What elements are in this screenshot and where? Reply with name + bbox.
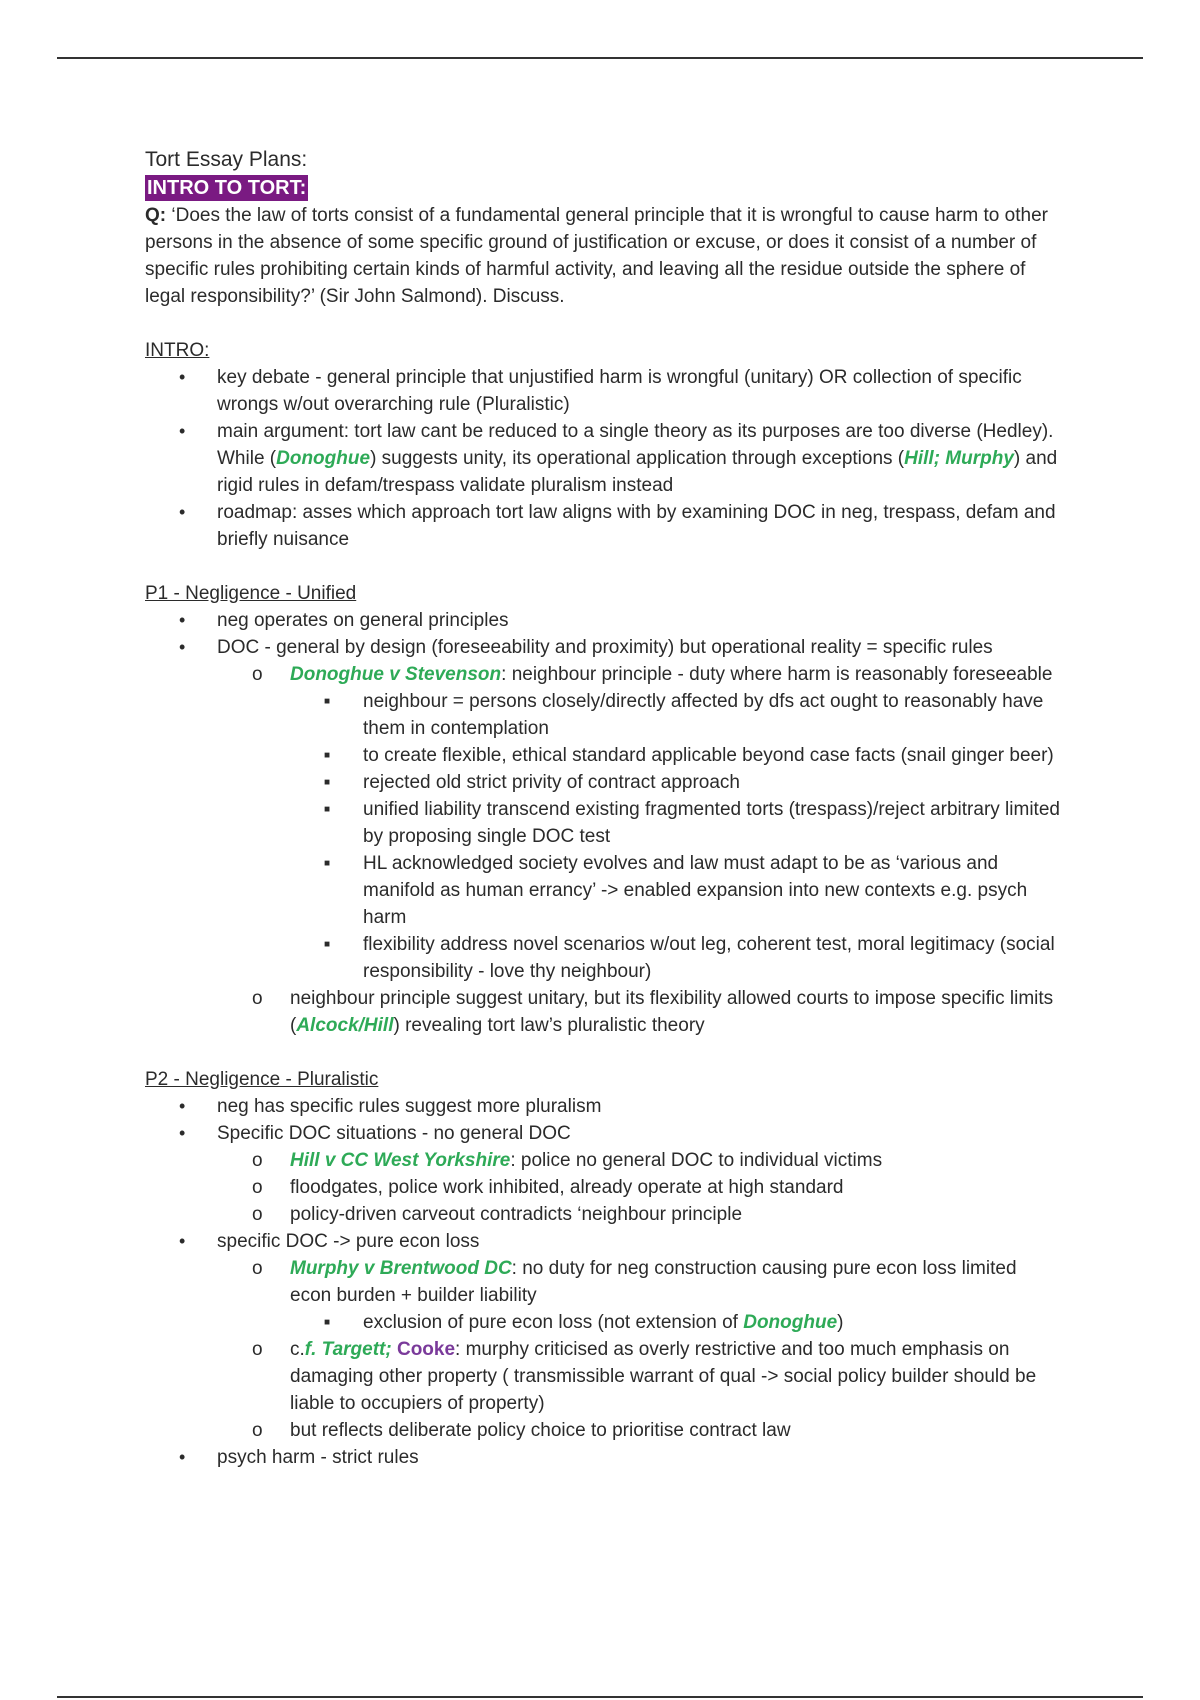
list-item: • specific DOC -> pure econ loss o Murphy v Brentwood DC: no duty for neg construction causing pure econ loss limited econ burden + builder liability ■ exclusion of pure econ loss (not extension of Donoghue) o c.f. Targett; Cooke: murphy criticised as overly restrictive and too much emphasis on damaging other property ( transmissible warrant of qual -> social policy builder should be liable to occupiers of property) o but reflects deliberate policy choice to prioritise contract law	[145, 1228, 1060, 1444]
bullet-icon: •	[179, 1447, 186, 1467]
p2-heading: P2 - Negligence - Pluralistic	[145, 1069, 379, 1090]
p2-sublist-b	[217, 1255, 1060, 1444]
list-item: ■ HL acknowledged society evolves and law must adapt to be as ‘various and manifold as human errancy’ -> enabled expansion into new contexts e.g. psych harm	[290, 850, 1060, 931]
case-citation: Murphy v Brentwood DC	[290, 1258, 512, 1279]
list-item: o Donoghue v Stevenson: neighbour principle - duty where harm is reasonably foreseeable ■ neighbour = persons closely/directly affected by dfs act ought to reasonably have them in contemplation ■ to create flexible, ethical standard applicable beyond case facts (snail ginger beer) ■ rejected old strict privity of contract approach ■ unified liability transcend existing fragmented torts (trespass)/reject arbitrary limited by proposing single DOC test ■ HL acknowledged society evolves and law must adapt to be as ‘various and manifold as human errancy’ -> enabled expansion into new contexts e.g. psych harm ■ flexibility address novel scenarios w/out leg, coherent test, moral legitimacy (social responsibility - love thy neighbour)	[217, 661, 1060, 985]
circle-bullet-icon: o	[252, 1339, 263, 1360]
list-item: ■ rejected old strict privity of contract approach	[290, 769, 1060, 796]
list-item: ■ to create flexible, ethical standard applicable beyond case facts (snail ginger beer)	[290, 742, 1060, 769]
square-bullet-icon: ■	[324, 939, 331, 950]
list-item: • DOC - general by design (foreseeability and proximity) but operational reality = specific rules o Donoghue v Stevenson: neighbour principle - duty where harm is reasonably foreseeable ■ neighbour = persons closely/directly affected by dfs act ought to reasonably have them in contemplation ■ to create flexible, ethical standard applicable beyond case facts (snail ginger beer) ■ rejected old strict privity of contract approach ■ unified liability transcend existing fragmented torts (trespass)/reject arbitrary limited by proposing single DOC test ■ HL acknowledged society evolves and law must adapt to be as ‘various and manifold as human errancy’ -> enabled expansion into new contexts e.g. psych harm ■ flexibility address novel scenarios w/out leg, coherent test, moral legitimacy (social responsibility - love thy neighbour) o neighbour principle suggest unitary, but its flexibility allowed courts to impose specific limits (Alcock/Hill) revealing tort law’s pluralistic theory	[145, 634, 1060, 1039]
intro-heading: INTRO:	[145, 340, 210, 361]
bullet-icon: •	[179, 502, 186, 522]
p1-subsublist	[290, 688, 1060, 985]
bullet-icon: •	[179, 1096, 186, 1116]
section-highlight: INTRO TO TORT:	[147, 177, 307, 199]
list-item: • neg has specific rules suggest more pluralism	[145, 1093, 1060, 1120]
list-item: • neg operates on general principles	[145, 607, 1060, 634]
list-item: o Hill v CC West Yorkshire: police no general DOC to individual victims	[217, 1147, 1060, 1174]
list-item: • roadmap: asses which approach tort law aligns with by examining DOC in neg, trespass, defam and briefly nuisance	[145, 499, 1060, 553]
list-item: o floodgates, police work inhibited, already operate at high standard	[217, 1174, 1060, 1201]
bullet-icon: •	[179, 421, 186, 441]
circle-bullet-icon: o	[252, 1420, 263, 1441]
square-bullet-icon: ■	[324, 858, 331, 869]
case-citation: f. Targett;	[304, 1339, 392, 1360]
p2-sublist-a	[217, 1147, 1060, 1228]
list-item: o policy-driven carveout contradicts ‘neighbour principle	[217, 1201, 1060, 1228]
p2-subsublist	[290, 1309, 1060, 1336]
p1-sublist	[217, 661, 1060, 1039]
list-item: • psych harm - strict rules	[145, 1444, 1060, 1471]
circle-bullet-icon: o	[252, 1150, 263, 1171]
p1-list	[145, 607, 1060, 1039]
circle-bullet-icon: o	[252, 988, 263, 1009]
p2-list	[145, 1093, 1060, 1471]
header-rule	[57, 57, 1143, 59]
document-body	[145, 146, 1060, 1471]
p1-heading: P1 - Negligence - Unified	[145, 583, 357, 604]
square-bullet-icon: ■	[324, 696, 331, 707]
list-item: ■ exclusion of pure econ loss (not extension of Donoghue)	[290, 1309, 1060, 1336]
square-bullet-icon: ■	[324, 777, 331, 788]
square-bullet-icon: ■	[324, 804, 331, 815]
list-item: ■ flexibility address novel scenarios w/out leg, coherent test, moral legitimacy (social responsibility - love thy neighbour)	[290, 931, 1060, 985]
bullet-icon: •	[179, 637, 186, 657]
case-citation: Donoghue	[743, 1312, 838, 1333]
intro-list	[145, 364, 1060, 553]
list-item: • Specific DOC situations - no general DOC o Hill v CC West Yorkshire: police no general DOC to individual victims o floodgates, police work inhibited, already operate at high standard o policy-driven carveout contradicts ‘neighbour principle	[145, 1120, 1060, 1228]
essay-question	[145, 202, 1060, 310]
list-item: o neighbour principle suggest unitary, but its flexibility allowed courts to impose specific limits (Alcock/Hill) revealing tort law’s pluralistic theory	[217, 985, 1060, 1039]
list-item: o but reflects deliberate policy choice to prioritise contract law	[217, 1417, 1060, 1444]
case-citation: Hill; Murphy	[904, 448, 1014, 469]
circle-bullet-icon: o	[252, 664, 263, 685]
square-bullet-icon: ■	[324, 750, 331, 761]
circle-bullet-icon: o	[252, 1177, 263, 1198]
case-citation: Hill v CC West Yorkshire	[290, 1150, 511, 1171]
circle-bullet-icon: o	[252, 1204, 263, 1225]
list-item: ■ neighbour = persons closely/directly affected by dfs act ought to reasonably have them in contemplation	[290, 688, 1060, 742]
page-title: Tort Essay Plans:	[145, 148, 308, 171]
bullet-icon: •	[179, 610, 186, 630]
list-item: • main argument: tort law cant be reduced to a single theory as its purposes are too diverse (Hedley). While (Donoghue) suggests unity, its operational application through exceptions (Hill; Murphy) and rigid rules in defam/trespass validate pluralism instead	[145, 418, 1060, 499]
list-item: ■ unified liability transcend existing fragmented torts (trespass)/reject arbitrary limited by proposing single DOC test	[290, 796, 1060, 850]
footer-rule	[57, 1696, 1143, 1698]
question-label: Q:	[145, 205, 167, 226]
square-bullet-icon: ■	[324, 1317, 331, 1328]
circle-bullet-icon: o	[252, 1258, 263, 1279]
bullet-icon: •	[179, 1123, 186, 1143]
case-citation: Alcock/Hill	[296, 1015, 394, 1036]
bullet-icon: •	[179, 367, 186, 387]
case-citation: Donoghue v Stevenson	[290, 664, 502, 685]
question-text: ‘Does the law of torts consist of a fundamental general principle that it is wrongful to cause harm to other persons in the absence of some specific ground of justification or excuse, or does it consist of a number of specific rules prohibiting certain kinds of harmful activity, and leaving all the residue outside the sphere of legal responsibility?’ (Sir John Salmond). Discuss.	[145, 205, 1048, 307]
case-citation: Donoghue	[276, 448, 371, 469]
list-item: • key debate - general principle that unjustified harm is wrongful (unitary) OR collection of specific wrongs w/out overarching rule (Pluralistic)	[145, 364, 1060, 418]
list-item: o Murphy v Brentwood DC: no duty for neg construction causing pure econ loss limited econ burden + builder liability ■ exclusion of pure econ loss (not extension of Donoghue)	[217, 1255, 1060, 1336]
bullet-icon: •	[179, 1231, 186, 1251]
author-citation: Cooke	[391, 1339, 456, 1360]
list-item: o c.f. Targett; Cooke: murphy criticised as overly restrictive and too much emphasis on damaging other property ( transmissible warrant of qual -> social policy builder should be liable to occupiers of property)	[217, 1336, 1060, 1417]
